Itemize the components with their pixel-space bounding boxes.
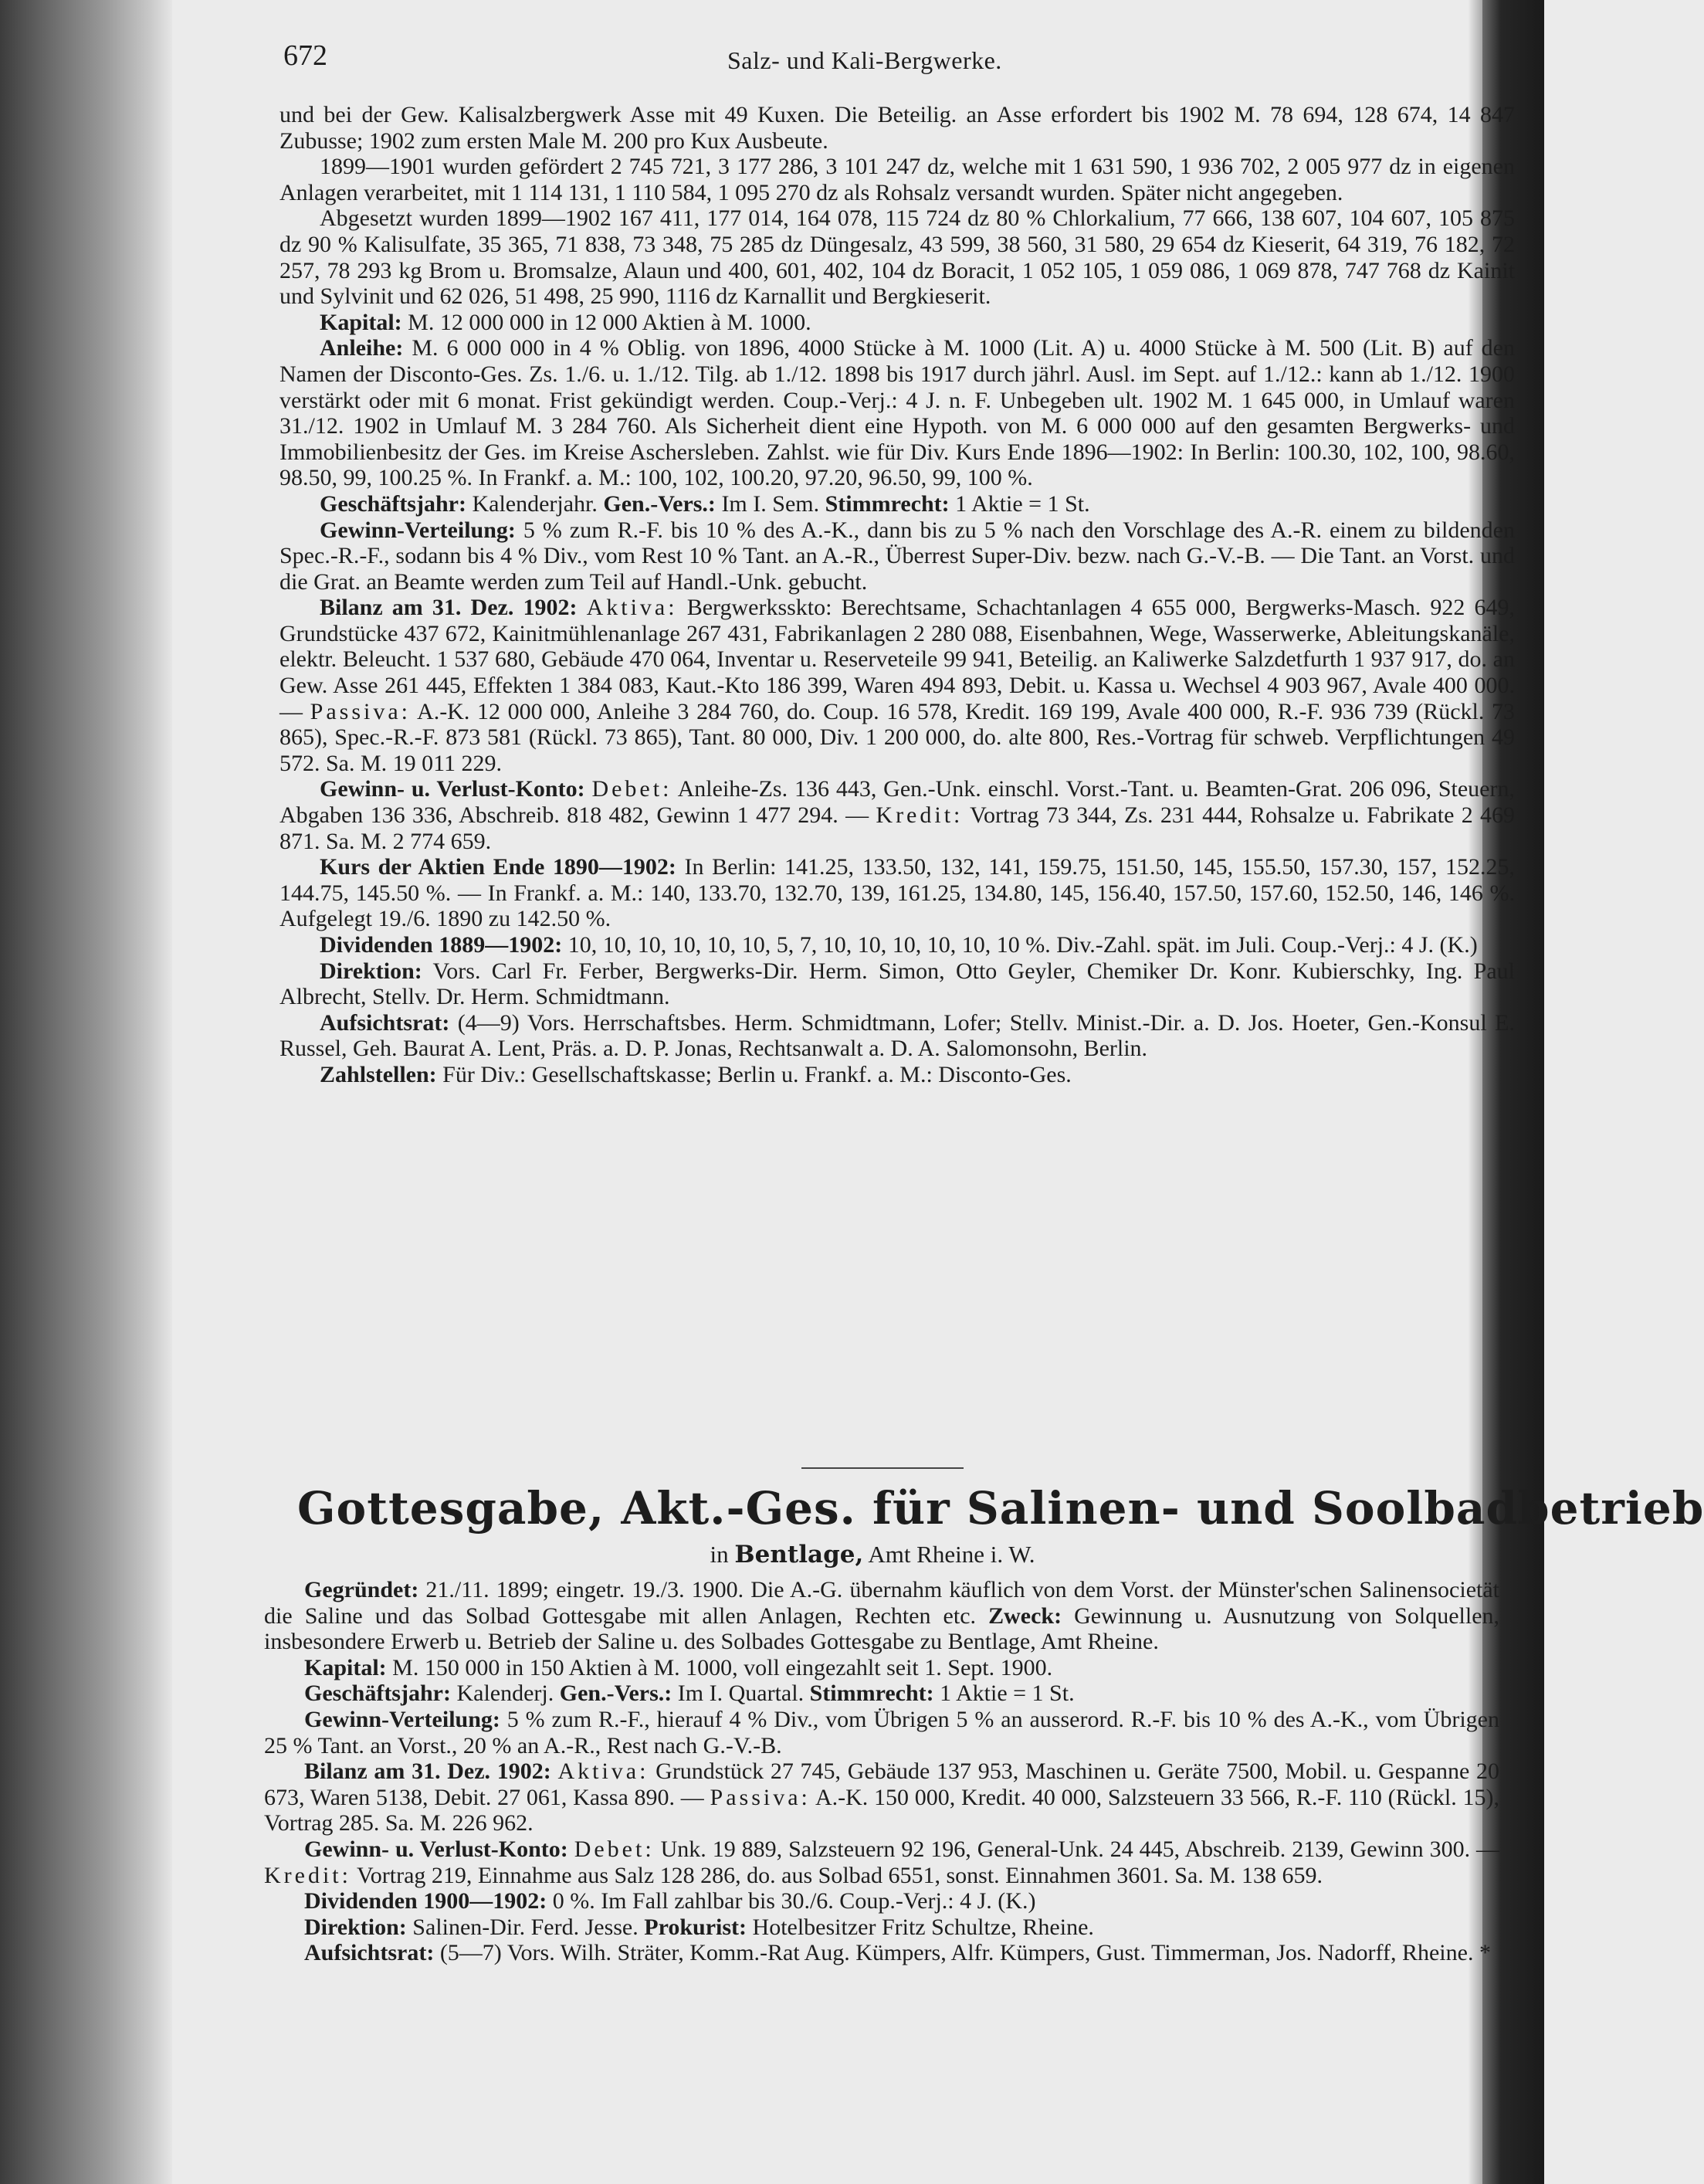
field-value: Vortrag 219, Einnahme aus Salz 128 286, do. aus Solbad 6551, sonst. Einnahmen 3601. Sa. M. 138 659.	[356, 1862, 1323, 1888]
subtitle-rest: Amt Rheine i. W.	[868, 1541, 1035, 1568]
field-label: Gewinn-Verteilung:	[304, 1706, 500, 1732]
geschaeftsjahr-entry	[279, 491, 1515, 517]
kapital-entry	[279, 310, 1515, 336]
dividenden-entry	[264, 1888, 1499, 1914]
field-label: Dividenden 1889—1902:	[320, 932, 563, 958]
page-number: 672	[283, 39, 327, 72]
field-label: Gen.-Vers.:	[559, 1680, 672, 1707]
field-label: Gewinn- u. Verlust-Konto:	[320, 776, 585, 802]
paragraph: 1899—1901 wurden gefördert 2 745 721, 3 177 286, 3 101 247 dz, welche mit 1 631 590, 1 936 702, 2 005 977 dz in eigenen Anlagen verarbeitet, mit 1 114 131, 1 110 584, 1 095 270 dz als Rohsalz versandt wurden. Später nicht angegeben.	[279, 154, 1515, 205]
gewinn-verteilung-entry	[264, 1707, 1499, 1758]
field-value: M. 6 000 000 in 4 % Oblig. von 1896, 4000 Stücke à M. 1000 (Lit. A) u. 4000 Stücke à M. 500 (Lit. B) auf den Namen der Disconto-Ges. Zs. 1./6. u. 1./12. Tilg. ab 1./12. 1898 bis 1917 durch jährl. Ausl. im Sept. auf 1./12.: kann ab 1./12. 1900 verstärkt oder mit 6 monat. Frist gekündigt werden. Coup.-Verj.: 4 J. n. F. Unbegeben ult. 1902 M. 1 645 000, in Umlauf waren 31./12. 1902 in Umlauf M. 3 284 760. Als Sicherheit dient eine Hypoth. von M. 6 000 000 auf den gesamten Bergwerks- und Immobilienbesitz der Ges. im Kreise Aschersleben. Zahlst. wie für Div. Kurs Ende 1896—1902: In Berlin: 100.30, 102, 100, 98.60, 98.50, 99, 100.25 %. In Frankf. a. M.: 100, 102, 100.20, 97.20, 96.50, 99, 100 %.	[279, 335, 1515, 491]
field-label: Zweck:	[988, 1602, 1062, 1629]
subtitle-place: Bentlage,	[734, 1541, 864, 1568]
field-value: (5—7) Vors. Wilh. Sträter, Komm.-Rat Aug. Kümpers, Alfr. Kümpers, Gust. Timmerman, Jos. Nadorff, Rheine. *	[439, 1940, 1491, 1966]
scan-binding-shadow-left	[0, 0, 151, 2184]
geschaeftsjahr-entry	[264, 1680, 1499, 1707]
field-label: Kurs der Aktien Ende 1890—1902:	[320, 854, 676, 880]
anleihe-entry	[279, 335, 1515, 491]
field-label: Dividenden 1900—1902:	[304, 1888, 547, 1914]
aktiva-label: Aktiva:	[586, 595, 678, 621]
field-label: Bilanz am 31. Dez. 1902:	[320, 595, 578, 621]
gegruendet-entry	[264, 1577, 1499, 1655]
book-page	[255, 31, 1704, 2162]
field-label: Stimmrecht:	[825, 490, 950, 517]
field-value: 1 Aktie = 1 St.	[940, 1680, 1075, 1707]
kapital-entry	[264, 1655, 1499, 1681]
field-value: 5 % zum R.-F., hierauf 4 % Div., vom Übrigen 5 % an ausserord. R.-F. bis 10 % des A.-K., vom Übrigen 25 % Tant. an Vorst., 20 % an A.-R., Rest nach G.-V.-B.	[264, 1706, 1499, 1758]
field-label: Prokurist:	[644, 1914, 747, 1940]
field-value: A.-K. 12 000 000, Anleihe 3 284 760, do. Coup. 16 578, Kredit. 169 199, Avale 400 000, R.-F. 936 739 (Rückl. 73 865), Spec.-R.-F. 873 581 (Rückl. 73 865), Tant. 80 000, Div. 1 200 000, do. alte 800, Res.-Vortrag für schweb. Verpflichtungen 49 572. Sa. M. 19 011 229.	[279, 698, 1516, 776]
bilanz-entry	[279, 595, 1515, 776]
field-value: Bergwerksskto: Berechtsame, Schachtanlagen 4 655 000, Bergwerks-Masch. 922 649, Grundstücke 437 672, Kainitmühlenanlage 267 431, Fabrikanlagen 2 280 088, Eisenbahnen, Wege, Wasserwerke, Ableitungskanäle, elektr. Beleucht. 1 537 680, Gebäude 470 064, Inventar u. Reserveteile 99 941, Beteilig. an Kaliwerke Salzdetfurth 1 937 917, do. an Gew. Asse 261 445, Effekten 1 384 083, Kaut.-Kto 186 399, Waren 494 893, Debit. u. Kassa u. Wechsel 4 903 967, Avale 400 000. —	[279, 595, 1515, 724]
field-label: Gewinn- u. Verlust-Konto:	[304, 1836, 568, 1862]
debet-label: Debet:	[574, 1836, 655, 1862]
bilanz-entry	[264, 1758, 1499, 1836]
kurs-entry	[279, 854, 1515, 932]
direktion-entry	[279, 958, 1515, 1010]
debet-label: Debet:	[591, 776, 672, 802]
field-value: (4—9) Vors. Herrschaftsbes. Herm. Schmidtmann, Lofer; Stellv. Minist.-Dir. a. D. Jos. Hoeter, Gen.-Konsul E. Russel, Geh. Baurat A. Lent, Präs. a. D. P. Jonas, Rechtsanwalt a. D. A. Salomonsohn, Berlin.	[279, 1009, 1515, 1062]
field-value: 21./11. 1899; eingetr. 19./3. 1900. Die A.-G. übernahm käuflich von dem Vorst. der Münster'schen Salinensocietät die Saline und das Solbad Gottesgabe mit allen Anlagen, Rechten etc.	[264, 1577, 1500, 1629]
field-value: 10, 10, 10, 10, 10, 10, 5, 7, 10, 10, 10, 10, 10, 10 %. Div.-Zahl. spät. im Juli. Coup.-Verj.: 4 J. (K.)	[567, 932, 1478, 958]
field-label: Direktion:	[304, 1914, 407, 1940]
field-value: A.-K. 150 000, Kredit. 40 000, Salzsteuern 33 566, R.-F. 110 (Rückl. 15), Vortrag 285. Sa. M. 226 962.	[264, 1784, 1499, 1836]
field-value: Unk. 19 889, Salzsteuern 92 196, General-Unk. 24 445, Abschreib. 2139, Gewinn 300. —	[660, 1836, 1500, 1862]
passiva-label: Passiva:	[310, 698, 412, 724]
zahlstellen-entry	[279, 1062, 1515, 1088]
field-value: Für Div.: Gesellschaftskasse; Berlin u. Frankf. a. M.: Disconto-Ges.	[442, 1061, 1072, 1087]
field-label: Gen.-Vers.:	[603, 490, 716, 517]
paragraph: und bei der Gew. Kalisalzbergwerk Asse mit 49 Kuxen. Die Beteilig. an Asse erfordert bis 1902 M. 78 694, 128 674, 14 847 Zubusse; 1902 zum ersten Male M. 200 pro Kux Ausbeute.	[279, 102, 1515, 154]
field-label: Bilanz am 31. Dez. 1902:	[304, 1758, 551, 1785]
field-value: Kalenderj.	[456, 1680, 554, 1707]
field-value: Im I. Sem.	[721, 490, 820, 517]
field-value: Salinen-Dir. Ferd. Jesse.	[412, 1914, 639, 1940]
company-title: Gottesgabe, Akt.-Ges. für Salinen- und Soolbadbetrieb	[297, 1482, 1704, 1535]
field-label: Zahlstellen:	[320, 1061, 437, 1087]
passiva-label: Passiva:	[710, 1784, 811, 1810]
field-label: Aufsichtsrat:	[320, 1009, 450, 1036]
gewinn-verteilung-entry	[279, 517, 1515, 595]
running-head: Salz- und Kali-Bergwerke.	[727, 46, 1002, 74]
field-label: Kapital:	[304, 1654, 387, 1680]
scan-gradient-left	[151, 0, 172, 2184]
field-value: Vortrag 73 344, Zs. 231 444, Rohsalze u. Fabrikate 2 469 871. Sa. M. 2 774 659.	[279, 802, 1516, 854]
guv-entry	[279, 776, 1515, 854]
kredit-label: Kredit:	[264, 1862, 351, 1888]
field-label: Stimmrecht:	[809, 1680, 934, 1707]
field-label: Geschäftsjahr:	[304, 1680, 451, 1707]
page-header	[255, 31, 1490, 85]
paragraph: Abgesetzt wurden 1899—1902 167 411, 177 014, 164 078, 115 724 dz 80 % Chlorkalium, 77 666, 138 607, 104 607, 105 875 dz 90 % Kalisulfate, 35 365, 71 838, 73 348, 75 285 dz Düngesalz, 43 599, 38 560, 31 580, 29 654 dz Kieserit, 64 319, 76 182, 72 257, 78 293 kg Brom u. Bromsalze, Alaun und 400, 601, 402, 104 dz Boracit, 1 052 105, 1 059 086, 1 069 878, 747 768 dz Kainit und Sylvinit und 62 026, 51 498, 25 990, 1116 dz Karnallit und Bergkieserit.	[279, 205, 1515, 310]
subtitle-prefix: in	[710, 1541, 729, 1568]
guv-entry	[264, 1836, 1499, 1888]
aufsichtsrat-entry	[264, 1940, 1499, 1966]
entry-kaliwerke	[279, 102, 1515, 1088]
field-label: Anleihe:	[320, 335, 404, 361]
dividenden-entry	[279, 932, 1515, 958]
field-value: Vors. Carl Fr. Ferber, Bergwerks-Dir. Herm. Simon, Otto Geyler, Chemiker Dr. Konr. Kubierschky, Ing. Paul Albrecht, Stellv. Dr. Herm. Schmidtmann.	[279, 958, 1515, 1010]
field-label: Geschäftsjahr:	[320, 490, 466, 517]
field-value: 0 %. Im Fall zahlbar bis 30./6. Coup.-Verj.: 4 J. (K.)	[552, 1888, 1036, 1914]
field-label: Direktion:	[320, 958, 422, 984]
field-label: Gegründet:	[304, 1577, 419, 1602]
direktion-entry	[264, 1914, 1499, 1941]
field-value: M. 150 000 in 150 Aktien à M. 1000, voll eingezahlt seit 1. Sept. 1900.	[392, 1654, 1053, 1680]
aufsichtsrat-entry	[279, 1010, 1515, 1062]
section-divider	[801, 1467, 964, 1469]
field-value: 5 % zum R.-F. bis 10 % des A.-K., dann bis zu 5 % nach den Vorschlage des A.-R. einem zu bildenden Spec.-R.-F., sodann bis 4 % Div., vom Rest 10 % Tant. an A.-R., Überrest Super-Div. bezw. nach G.-V.-B. — Die Tant. an Vorst. und die Grat. an Beamte werden zum Teil auf Handl.-Unk. gebucht.	[279, 517, 1515, 595]
field-value: In Berlin: 141.25, 133.50, 132, 141, 159.75, 151.50, 145, 155.50, 157.30, 157, 152.25, 144.75, 145.50 %. — In Frankf. a. M.: 140, 133.70, 132.70, 139, 161.25, 134.80, 145, 156.40, 157.50, 157.60, 152.50, 146, 146 %. Aufgelegt 19./6. 1890 zu 142.50 %.	[279, 854, 1516, 932]
field-value: Gewinnung u. Ausnutzung von Solquellen, insbesondere Erwerb u. Betrieb der Saline u. des Solbades Gottesgabe zu Bentlage, Amt Rheine.	[264, 1602, 1500, 1655]
field-value: 1 Aktie = 1 St.	[955, 490, 1090, 517]
field-label: Kapital:	[320, 309, 402, 335]
entry-gottesgabe	[264, 1577, 1499, 1966]
field-label: Gewinn-Verteilung:	[320, 517, 516, 543]
field-value: Anleihe-Zs. 136 443, Gen.-Unk. einschl. Vorst.-Tant. u. Beamten-Grat. 206 096, Steuern, Abgaben 136 336, Abschreib. 818 482, Gewinn 1 477 294. —	[279, 776, 1515, 829]
field-value: Hotelbesitzer Fritz Schultze, Rheine.	[752, 1914, 1094, 1940]
kredit-label: Kredit:	[876, 802, 964, 829]
field-value: Kalenderjahr.	[472, 490, 598, 517]
field-value: Im I. Quartal.	[677, 1680, 805, 1707]
company-subtitle	[255, 1541, 1490, 1568]
field-value: M. 12 000 000 in 12 000 Aktien à M. 1000.	[408, 309, 811, 335]
field-value: Grundstück 27 745, Gebäude 137 953, Maschinen u. Geräte 7500, Mobil. u. Gespanne 20 673, Waren 5138, Debit. 27 061, Kassa 890. —	[264, 1758, 1500, 1810]
field-label: Aufsichtsrat:	[304, 1940, 435, 1966]
aktiva-label: Aktiva:	[557, 1758, 649, 1785]
